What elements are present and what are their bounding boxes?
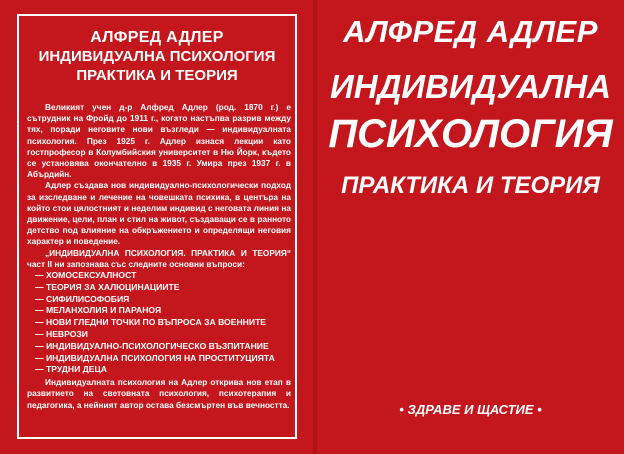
front-cover-subtitle: ПРАКТИКА И ТЕОРИЯ [341, 172, 600, 199]
topic-item: — МЕЛАНХОЛИЯ И ПАРАНОЯ [35, 305, 162, 316]
topic-item: — ИНДИВИДУАЛНА ПСИХОЛОГИЯ НА ПРОСТИТУЦИЯТА [35, 352, 275, 363]
topic-item: — ТРУДНИ ДЕЦА [35, 364, 107, 375]
topic-item: — СИФИЛИСОФОБИЯ [35, 293, 130, 304]
back-cover-paragraph-1: Великият учен д-р Алфред Адлер (род. 1870 г.) е сътрудник на Фройд до 1911 г., когато настъпва разрив между тях, поради неговите нови възгледи — индивидуалната психология. През 1925 г. Адлер изнася лекции като гостпрофесор в Колумбийския университет в Ню Йорк, където се установява окончателно в 1935 г. Умира през 1937 г. в Абърдийн. [27, 102, 291, 180]
back-cover-header [19, 28, 295, 85]
back-cover-paragraph-2: Адлер създава нов индивидуално-психологически подход за изследване и лечение на човешката психика, в центъра на който стои цялостният и неделим индивид с неговата линия на движение, цели, план и стил на живот, създаващи се в ранното детство под влияние на обкръжението и определящи неговия характер и поведение. [27, 180, 291, 247]
topic-item: — НЕВРОЗИ [35, 329, 88, 340]
series-name: • ЗДРАВЕ И ЩАСТИЕ • [399, 402, 542, 417]
front-cover-title-line1: ИНДИВИДУАЛНА [330, 68, 611, 105]
back-cover [5, 6, 307, 447]
front-cover [317, 0, 624, 454]
topic-list [27, 270, 291, 376]
front-cover-title-line2: ПСИХОЛОГИЯ [328, 112, 613, 156]
back-cover-paragraph-3: „ИНДИВИДУАЛНА ПСИХОЛОГИЯ. ПРАКТИКА И ТЕОРИЯ“ част II ни запознава със следните основни въпроси: [27, 247, 291, 269]
back-cover-title-line2: ПРАКТИКА И ТЕОРИЯ [76, 67, 238, 84]
back-cover-text [27, 102, 291, 411]
front-cover-author: АЛФРЕД АДЛЕР [343, 14, 598, 49]
topic-item: — ИНДИВИДУАЛНО-ПСИХОЛОГИЧЕСКО ВЪЗПИТАНИЕ [35, 340, 269, 351]
back-cover-author: АЛФРЕД АДЛЕР [90, 29, 224, 46]
topic-item: — НОВИ ГЛЕДНИ ТОЧКИ ПО ВЪПРОСА ЗА ВОЕННИТЕ [35, 317, 267, 328]
back-cover-paragraph-4: Индивидуалната психология на Адлер открива нов етап в развитието на световната психология, психотерапия и педагогика, а нейният автор остава безсмъртен във вечността. [27, 377, 291, 410]
topic-item: — ТЕОРИЯ ЗА ХАЛЮЦИНАЦИИТЕ [35, 281, 180, 292]
back-cover-title-line1: ИНДИВИДУАЛНА ПСИХОЛОГИЯ [38, 48, 276, 65]
back-cover-frame [17, 14, 297, 439]
topic-item: — ХОМОСЕКСУАЛНОСТ [35, 270, 137, 281]
